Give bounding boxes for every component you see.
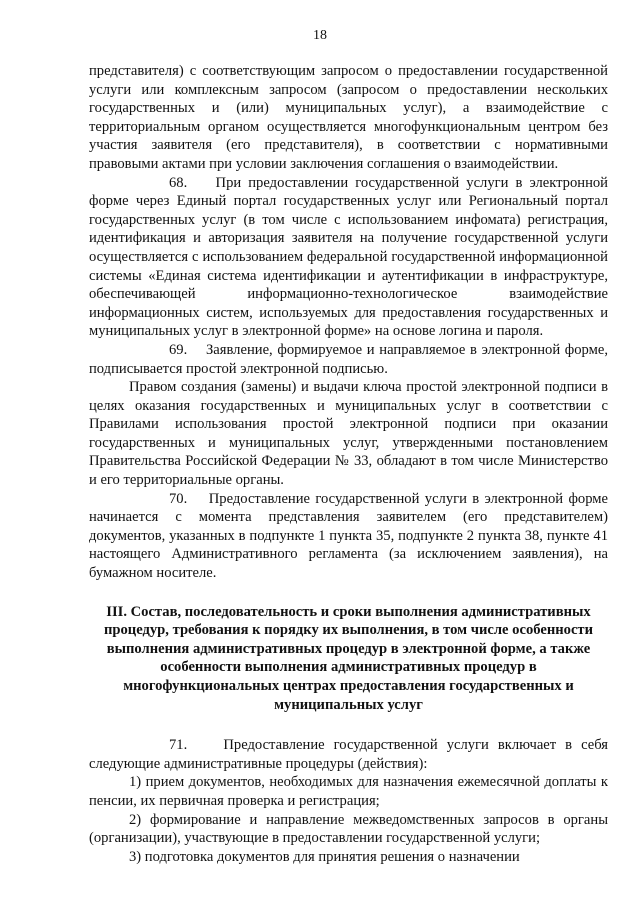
paragraph-70 (89, 490, 608, 583)
paragraph-number: 70. (169, 490, 188, 507)
paragraph-71 (89, 736, 608, 773)
paragraph-text: При предоставлении государственной услуги в электронной форме через Единый портал государственных услуг или Региональный портал государственных услуг (в том числе с использованием инфомата) регистрация, идентификация и авторизация заявителя на получение государственной услуги осуществляется с использованием федеральной государственной информационной системы «Единая система идентификации и аутентификации в инфраструктуре, обеспечивающей информационно-технологическое взаимодействие информационных систем, используемых для предоставления государственных и муниципальных услуг в электронной форме» на основе логина и пароля. (89, 174, 608, 340)
paragraph-number: 69. (169, 341, 188, 358)
paragraph-text: Заявление, формируемое и направляемое в электронной форме, подписывается простой электронной подписью. (89, 341, 608, 377)
page-number: 18 (313, 28, 327, 43)
paragraph-text: Предоставление государственной услуги включает в себя следующие административные процедуры (действия): (89, 737, 608, 772)
paragraph-number: 68. (169, 174, 188, 191)
paragraph-continuation: представителя) с соответствующим запросом о предоставлении государственной услуги или комплексным запросом (запросом о предоставлении нескольких государственных и (или) муниципальных услуг), а взаимодействие с территориальным органом осуществляется многофункциональным центром без участия заявителя (его представителя), в соответствии с нормативными правовыми актами при условии заключения соглашения о взаимодействии. (89, 63, 608, 172)
document-body (89, 62, 608, 866)
paragraph-69 (89, 341, 608, 378)
list-item: 2) формирование и направление межведомственных запросов в органы (организации), участвующие в предоставлении государственной услуги; (89, 811, 608, 847)
list-item: 1) прием документов, необходимых для назначения ежемесячной доплаты к пенсии, их первичная проверка и регистрация; (89, 774, 608, 809)
paragraph-number: 71. (169, 737, 188, 754)
section-heading: III. Состав, последовательность и сроки выполнения административных процедур, требования к порядку их выполнения, в том числе особенности выполнения административных процедур в электронной форме, а также особенности выполнения административных процедур в многофункциональных центрах предоставления государственных и муниципальных услуг (103, 603, 594, 713)
list-item: 3) подготовка документов для принятия решения о назначении (129, 848, 520, 865)
paragraph-68 (89, 174, 608, 341)
paragraph-69-continuation: Правом создания (замены) и выдачи ключа простой электронной подписи в целях оказания государственных и муниципальных услуг в соответствии с Правилами использования простой электронной подписи при оказании государственных и муниципальных услуг, утвержденными постановлением Правительства Российской Федерации № 33, обладают в том числе Министерство и его территориальные органы. (89, 379, 608, 489)
paragraph-text: Предоставление государственной услуги в электронной форме начинается с момента представления заявителем (его представителем) документов, указанных в подпункте 1 пункта 35, подпункте 2 пункта 38, пункте 41 настоящего Административного регламента (за исключением заявления), на бумажном носителе. (89, 490, 609, 582)
